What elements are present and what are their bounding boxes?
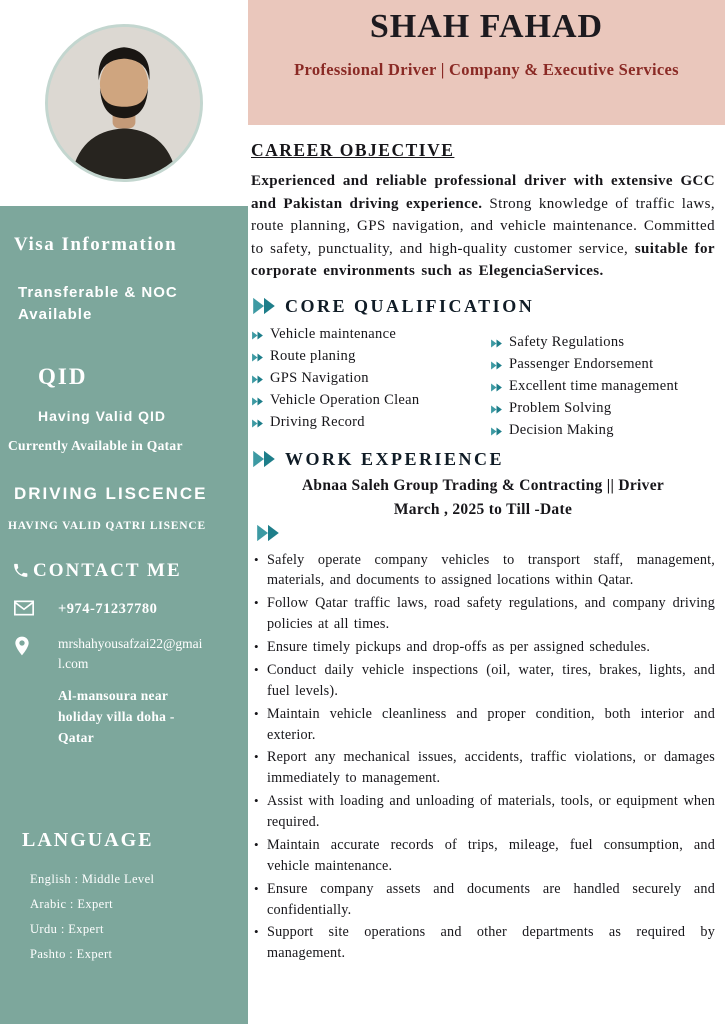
- experience-bullet: • Support site operations and other departments as required by management.: [251, 922, 715, 964]
- experience-bullet: • Follow Qatar traffic laws, road safety regulations, and company driving policies at all times.: [251, 593, 715, 635]
- double-chevron-icon: [251, 331, 264, 340]
- experience-bullet: • Safely operate company vehicles to transport staff, management, materials, and documents to assigned locations within Qatar.: [251, 550, 715, 592]
- header-band: [248, 0, 725, 125]
- core-qualification-grid: [251, 326, 715, 444]
- objective-bold-lead: Experienced and reliable professional driver with extensive GCC and Pakistan driving experience.: [251, 173, 715, 212]
- envelope-icon: [14, 600, 36, 616]
- core-item-label: Safety Regulations: [509, 333, 625, 350]
- qid-detail: Having Valid QID: [38, 407, 167, 424]
- driving-licence-detail: HAVING VALID QATRI LISENCE: [8, 519, 206, 532]
- profile-photo: [45, 24, 203, 182]
- core-item: [490, 400, 715, 417]
- experience-bullet: • Maintain vehicle cleanliness and proper condition, both interior and exterior.: [251, 704, 715, 746]
- photo-area: [0, 0, 248, 206]
- experience-bullet: • Maintain accurate records of trips, mileage, fuel consumption, and vehicle maintenance.: [251, 835, 715, 877]
- driving-licence-heading: DRIVING LISCENCE: [14, 483, 208, 503]
- career-objective-heading: CAREER OBJECTIVE: [251, 140, 455, 160]
- experience-bullet: • Report any mechanical issues, accidents, traffic violations, or damages immediately to management.: [251, 747, 715, 789]
- core-item: [251, 326, 490, 343]
- core-qualification-heading: [251, 296, 715, 317]
- candidate-name: SHAH FAHAD: [369, 8, 604, 45]
- phone-row: [14, 598, 238, 618]
- double-chevron-icon: [251, 397, 264, 406]
- experience-bullet-list: [251, 550, 715, 965]
- core-item: [490, 334, 715, 351]
- double-chevron-icon: [251, 375, 264, 384]
- core-item-label: Route planing: [270, 347, 356, 364]
- core-item-label: GPS Navigation: [270, 369, 369, 386]
- address: Al-mansoura near holiday villa doha -Qatar: [58, 688, 175, 745]
- core-item: [251, 392, 490, 409]
- contact-me-label: CONTACT ME: [33, 559, 182, 581]
- core-item-label: Vehicle maintenance: [270, 325, 397, 342]
- experience-bullet: • Assist with loading and unloading of materials, tools, or equipment when required.: [251, 791, 715, 833]
- qid-heading: QID: [38, 363, 88, 389]
- availability-note: Currently Available in Qatar: [8, 437, 183, 453]
- person-avatar-icon: [48, 27, 200, 179]
- visa-detail: Transferable & NOC Available: [18, 284, 178, 323]
- double-chevron-icon: [490, 361, 503, 370]
- language-list: [30, 872, 238, 962]
- language-item: Arabic : Expert: [30, 896, 114, 911]
- candidate-title: Professional Driver | Company & Executive Services: [294, 60, 679, 79]
- core-item-label: Passenger Endorsement: [509, 355, 654, 372]
- core-left-column: [251, 326, 490, 444]
- email-address: mrshahyousafzai22@gmail.com: [58, 635, 203, 671]
- core-item-label: Decision Making: [509, 421, 614, 438]
- core-qualification-label: CORE QUALIFICATION: [285, 295, 535, 316]
- double-chevron-icon: [251, 353, 264, 362]
- double-chevron-icon: [490, 383, 503, 392]
- experience-title: [251, 474, 715, 522]
- language-item: English : Middle Level: [30, 871, 155, 886]
- main-column: [248, 0, 725, 1024]
- phone-number: +974-71237780: [58, 600, 158, 617]
- double-chevron-icon: [490, 405, 503, 414]
- language-item: Urdu : Expert: [30, 921, 104, 936]
- email-row: [14, 634, 238, 675]
- language-heading: LANGUAGE: [22, 828, 154, 851]
- experience-dates: March , 2025 to Till -Date: [393, 500, 573, 518]
- double-chevron-icon: [490, 427, 503, 436]
- contact-me-heading: [12, 560, 238, 582]
- work-experience-heading: [251, 449, 715, 470]
- double-chevron-icon: [251, 450, 277, 468]
- career-objective-text: [251, 170, 715, 283]
- core-item: [490, 422, 715, 439]
- double-chevron-icon: [251, 297, 277, 315]
- core-item-label: Driving Record: [270, 413, 365, 430]
- core-item-label: Vehicle Operation Clean: [270, 391, 420, 408]
- core-item-label: Problem Solving: [509, 399, 612, 416]
- double-chevron-icon: [251, 419, 264, 428]
- phone-icon: [12, 562, 29, 579]
- experience-marker: [255, 524, 715, 547]
- core-item-label: Excellent time management: [509, 377, 679, 394]
- double-chevron-icon: [255, 524, 281, 542]
- visa-information-heading: Visa Information: [14, 234, 178, 255]
- sidebar: [0, 0, 248, 1024]
- location-pin-icon: [14, 636, 36, 656]
- core-item: [251, 414, 490, 431]
- objective-body: Strong knowledge of traffic laws, route planning, GPS navigation, and vehicle maintenance. Committed to safety, punctuality, and high-quality customer service,: [251, 195, 715, 257]
- experience-bullet: • Ensure timely pickups and drop-offs as per assigned schedules.: [251, 637, 715, 658]
- core-item: [251, 370, 490, 387]
- double-chevron-icon: [490, 339, 503, 348]
- core-item: [490, 356, 715, 373]
- experience-bullet: • Conduct daily vehicle inspections (oil, water, tires, brakes, lights, and fuel levels).: [251, 660, 715, 702]
- content-area: [248, 125, 725, 966]
- objective-bold-tail: suitable for corporate environments such as ElegenciaServices.: [251, 240, 715, 279]
- experience-bullet: • Ensure company assets and documents are handled securely and confidentially.: [251, 879, 715, 921]
- experience-company: Abnaa Saleh Group Trading & Contracting || Driver: [301, 476, 665, 494]
- core-right-column: [490, 334, 715, 444]
- work-experience-label: WORK EXPERIENCE: [285, 448, 505, 469]
- core-item: [490, 378, 715, 395]
- core-item: [251, 348, 490, 365]
- language-item: Pashto : Expert: [30, 946, 113, 961]
